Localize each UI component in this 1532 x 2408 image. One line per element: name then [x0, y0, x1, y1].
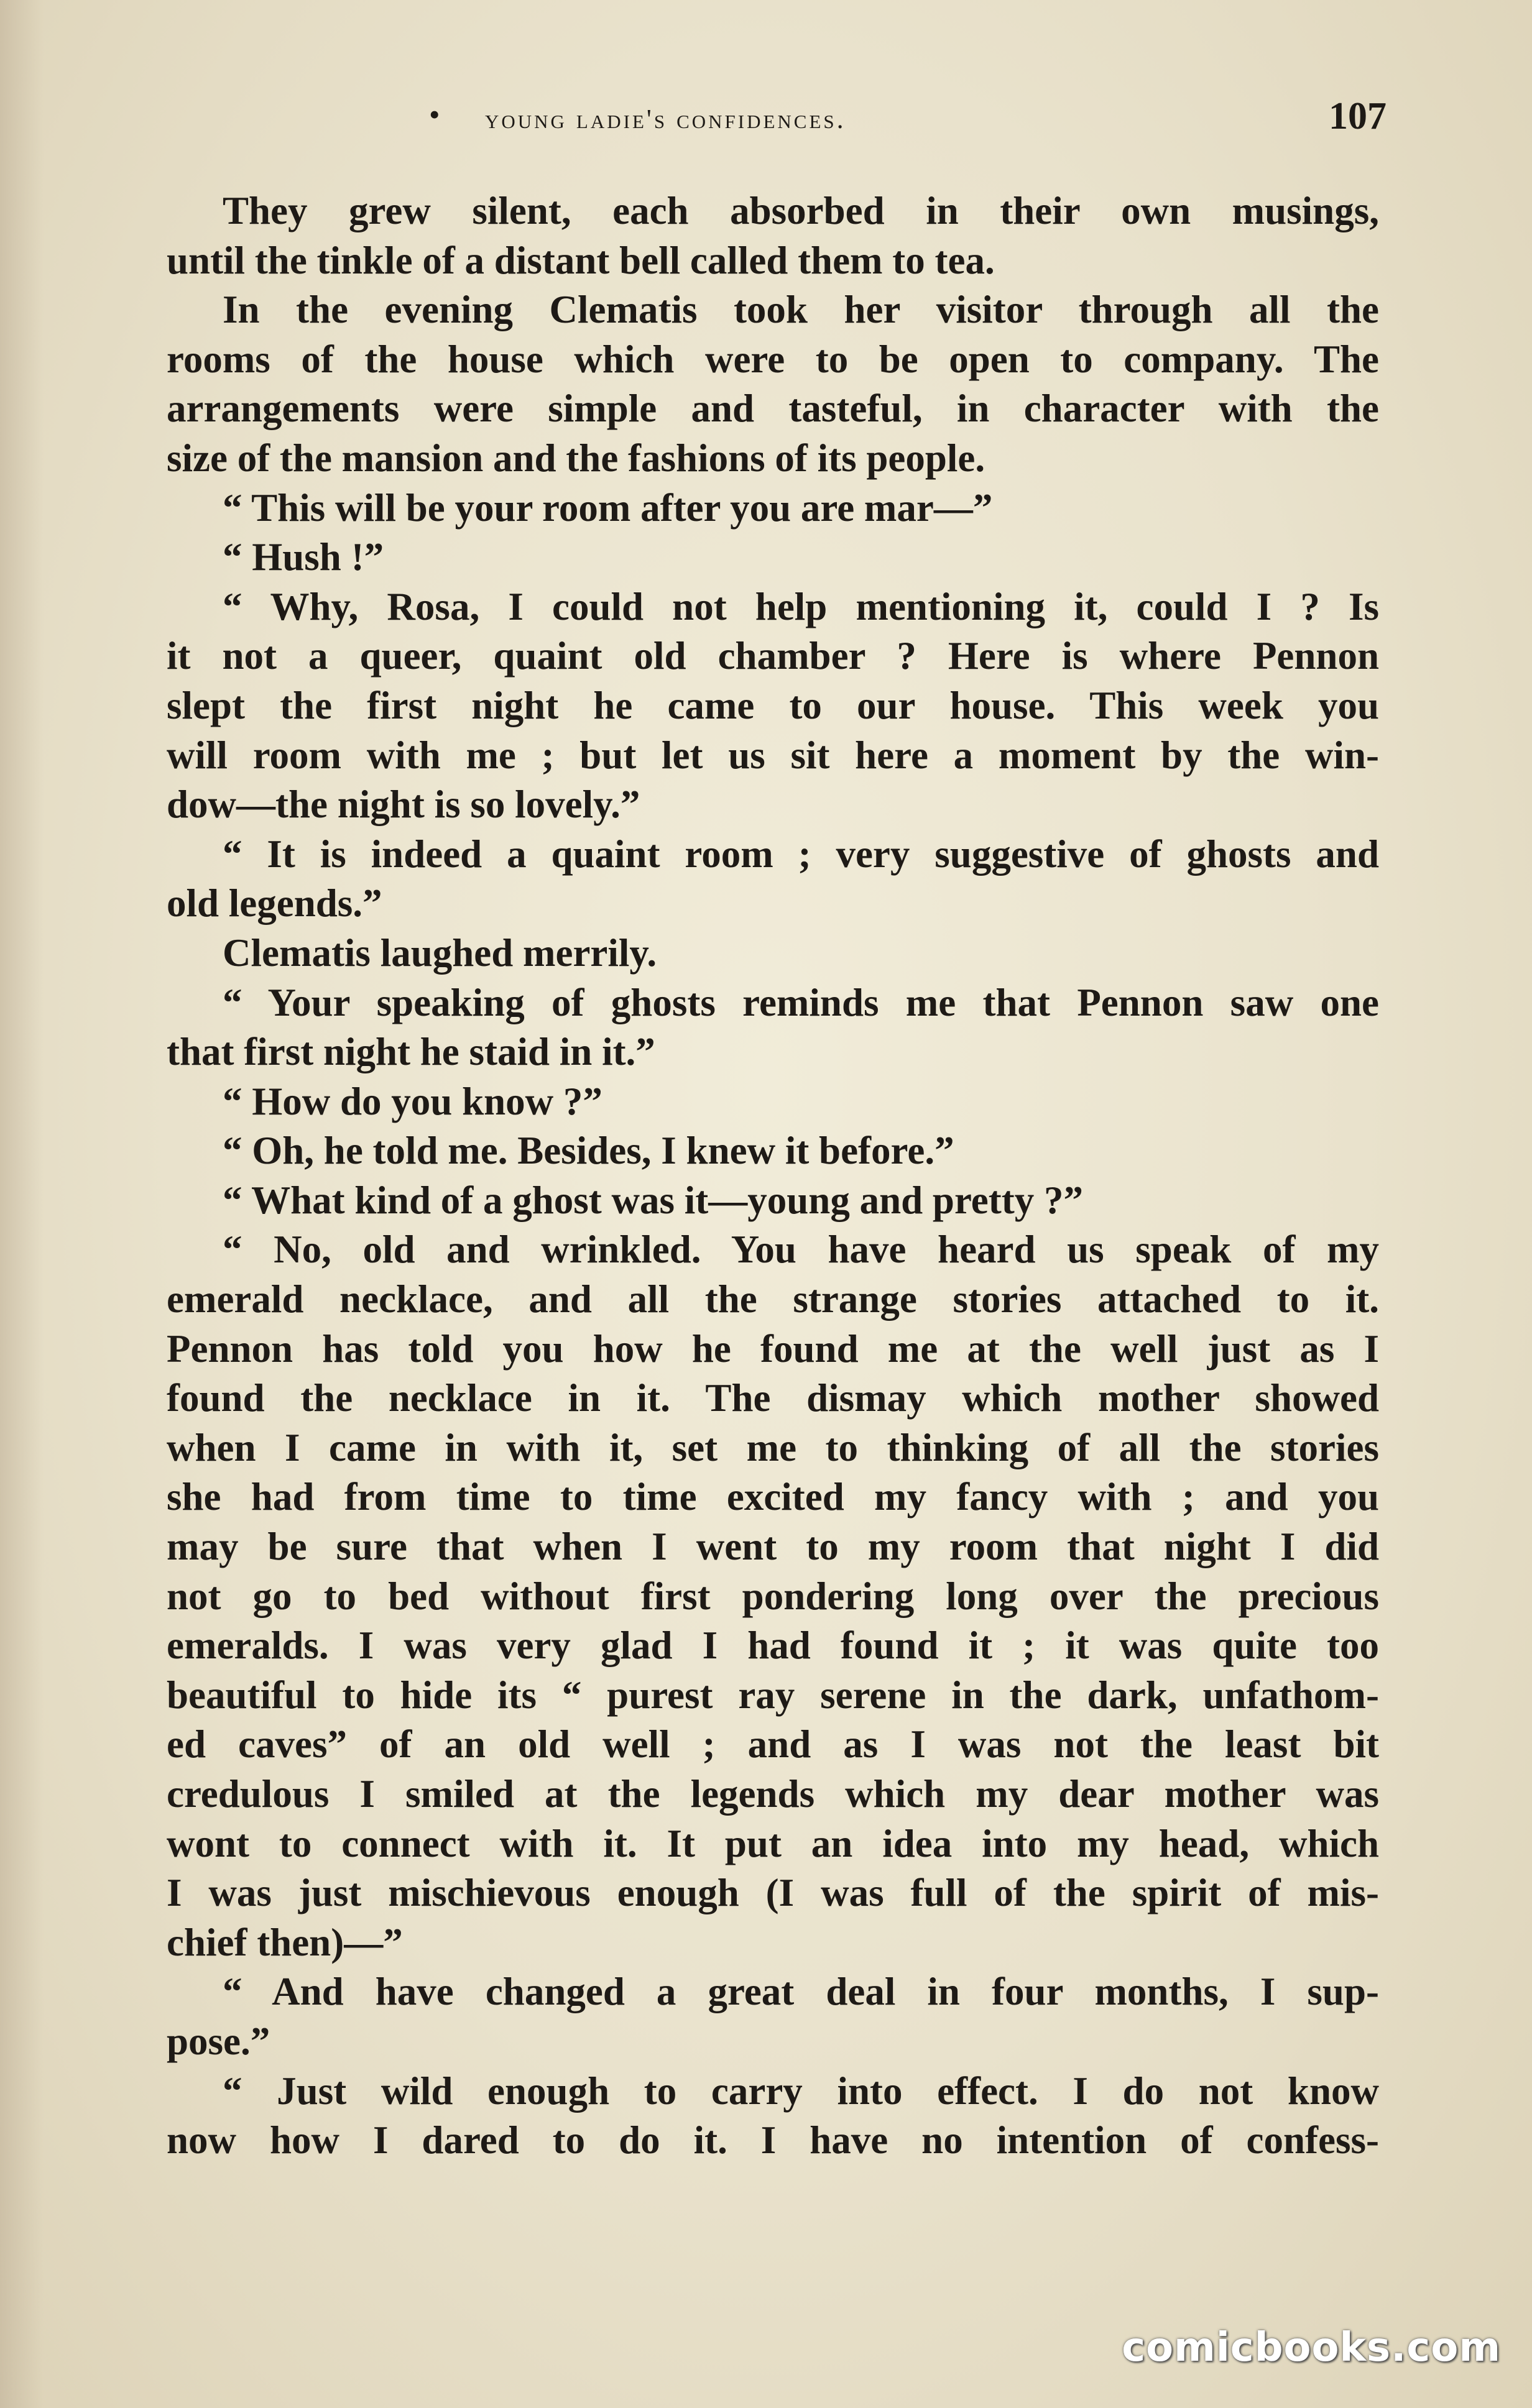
text-line: “ Just wild enough to carry into effect. I do not know: [223, 2069, 1379, 2113]
text-line: rooms of the house which were to be open to company. The: [167, 337, 1379, 381]
body-text: [167, 186, 1379, 2166]
text-line: found the necklace in it. The dismay which mother showed: [167, 1376, 1379, 1420]
text-line: old legends.”: [167, 881, 382, 926]
text-line: “ Your speaking of ghosts reminds me that Pennon saw one: [223, 980, 1379, 1024]
page-number: 107: [1329, 95, 1387, 137]
text-line: “ What kind of a ghost was it—young and pretty ?”: [223, 1178, 1083, 1222]
text-line: Pennon has told you how he found me at the well just as I: [167, 1326, 1379, 1371]
text-line: ed caves” of an old well ; and as I was not the least bit: [167, 1722, 1379, 1767]
page-edge-shadow: [0, 0, 44, 2408]
text-line: until the tinkle of a distant bell called them to tea.: [167, 238, 995, 282]
text-line: that first night he staid in it.”: [167, 1030, 655, 1074]
text-line: may be sure that when I went to my room that night I did: [167, 1525, 1379, 1569]
text-line: pose.”: [167, 2019, 270, 2063]
text-line: “ Hush !”: [223, 535, 384, 579]
text-line: it not a queer, quaint old chamber ? Here is where Pennon: [167, 634, 1379, 678]
text-line: wont to connect with it. It put an idea into my head, which: [167, 1821, 1379, 1865]
text-line: she had from time to time excited my fancy with ; and you: [167, 1475, 1379, 1519]
text-line: chief then)—”: [167, 1920, 403, 1964]
text-line: “ This will be your room after you are mar—”: [223, 485, 993, 530]
text-line: size of the mansion and the fashions of its people.: [167, 436, 985, 480]
text-line: I was just mischievous enough (I was full of the spirit of mis-: [167, 1871, 1379, 1915]
text-line: In the evening Clematis took her visitor through all the: [223, 288, 1379, 332]
text-line: “ How do you know ?”: [223, 1079, 602, 1123]
text-line: “ Oh, he told me. Besides, I knew it before.”: [223, 1129, 954, 1173]
text-line: credulous I smiled at the legends which my dear mother was: [167, 1772, 1379, 1816]
text-line: “ And have changed a great deal in four months, I sup-: [223, 1970, 1379, 2014]
page-header: [162, 92, 1387, 142]
text-line: emerald necklace, and all the strange stories attached to it.: [167, 1277, 1379, 1321]
text-line: “ Why, Rosa, I could not help mentioning it, could I ? Is: [223, 584, 1379, 628]
header-ornament: •: [429, 97, 440, 132]
text-line: slept the first night he came to our house. This week you: [167, 683, 1379, 727]
text-line: dow—the night is so lovely.”: [167, 783, 640, 827]
text-line: emeralds. I was very glad I had found it ; it was quite too: [167, 1624, 1379, 1668]
text-line: Clematis laughed merrily.: [223, 931, 657, 975]
text-line: now how I dared to do it. I have no intention of confess-: [167, 2118, 1379, 2162]
text-line: not go to bed without first pondering long over the precious: [167, 1574, 1379, 1618]
text-line: beautiful to hide its “ purest ray serene in the dark, unfathom-: [167, 1673, 1379, 1717]
text-line: They grew silent, each absorbed in their own musings,: [223, 189, 1379, 232]
text-line: “ It is indeed a quaint room ; very suggestive of ghosts and: [223, 832, 1379, 876]
watermark-text: comicbooks.com: [1122, 2325, 1501, 2371]
text-line: “ No, old and wrinkled. You have heard us speak of my: [223, 1228, 1379, 1272]
text-line: arrangements were simple and tasteful, in character with the: [167, 387, 1379, 431]
text-line: when I came in with it, set me to thinking of all the stories: [167, 1425, 1379, 1469]
text-line: will room with me ; but let us sit here a moment by the win-: [167, 733, 1379, 777]
running-head: young ladie's confidences.: [485, 104, 846, 134]
